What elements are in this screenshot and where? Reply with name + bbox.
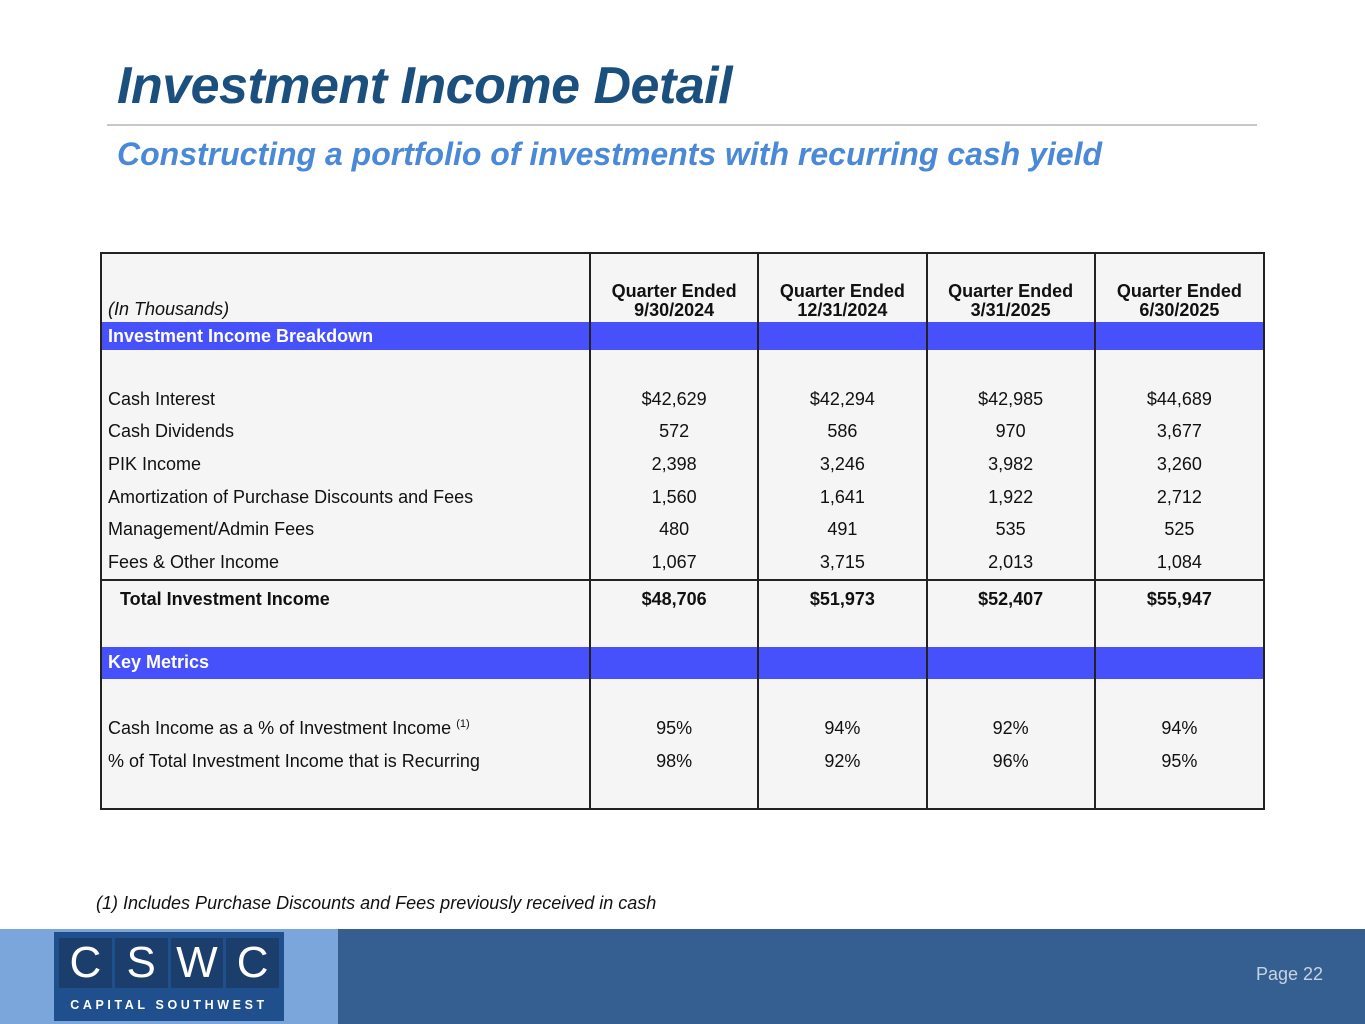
cell-value: 94% <box>758 713 926 746</box>
cell-value: 3,677 <box>1095 416 1263 449</box>
page-title: Investment Income Detail <box>117 57 733 115</box>
row-label: Cash Income as a % of Investment Income $^{(1)}$ <box>108 718 470 739</box>
cell-value: 491 <box>758 513 926 546</box>
cell-value: 96% <box>927 745 1095 778</box>
table-row <box>102 481 1263 514</box>
cell-value: $42,985 <box>927 383 1095 416</box>
cell-value: 1,067 <box>590 546 758 580</box>
footnote: (1) Includes Purchase Discounts and Fees previously received in cash <box>96 893 657 913</box>
cell-value: 1,084 <box>1095 546 1263 580</box>
cell-value: 2,712 <box>1095 481 1263 514</box>
cell-value: 98% <box>590 745 758 778</box>
footnote-ref: (1) <box>456 718 470 731</box>
section-header-income <box>102 322 1263 350</box>
cell-value: 94% <box>1095 713 1263 746</box>
cell-value: 95% <box>1095 745 1263 778</box>
row-label: Cash Interest <box>108 388 216 409</box>
logo-letter: C <box>226 938 279 988</box>
section-header-metrics <box>102 647 1263 679</box>
table-row <box>102 546 1263 580</box>
cell-value: $42,629 <box>590 383 758 416</box>
row-label: Amortization of Purchase Discounts and Fees <box>108 486 474 507</box>
table-row <box>102 383 1263 416</box>
row-label: Cash Dividends <box>108 421 235 442</box>
cell-value: $51,973 <box>758 580 926 619</box>
cell-value: 1,922 <box>927 481 1095 514</box>
column-header: Quarter Ended 12/31/2024 <box>758 254 926 322</box>
footer-bar <box>0 929 1365 1024</box>
table-header-row <box>102 254 1263 322</box>
cell-value: 1,641 <box>758 481 926 514</box>
row-label: Management/Admin Fees <box>108 519 315 540</box>
cell-value: 480 <box>590 513 758 546</box>
cell-value: 535 <box>927 513 1095 546</box>
cell-value: $52,407 <box>927 580 1095 619</box>
logo-letter: C <box>59 938 112 988</box>
table-row <box>102 713 1263 746</box>
cell-value: 970 <box>927 416 1095 449</box>
section-title: Investment Income Breakdown <box>102 322 590 350</box>
cell-value: 2,013 <box>927 546 1095 580</box>
cell-value: 92% <box>758 745 926 778</box>
column-header: Quarter Ended 6/30/2025 <box>1095 254 1263 322</box>
income-table <box>100 252 1265 810</box>
cell-value: $55,947 <box>1095 580 1263 619</box>
title-divider <box>107 124 1257 126</box>
cell-value: 3,260 <box>1095 448 1263 481</box>
total-row <box>102 580 1263 619</box>
logo-letter: W <box>171 938 224 988</box>
column-header: Quarter Ended 9/30/2024 <box>590 254 758 322</box>
row-label: Fees & Other Income <box>108 551 280 572</box>
cell-value: 3,715 <box>758 546 926 580</box>
logo-letter: S <box>115 938 168 988</box>
cell-value: 586 <box>758 416 926 449</box>
table-row <box>102 513 1263 546</box>
unit-label: (In Thousands) <box>108 299 230 319</box>
logo-subtitle: CAPITAL SOUTHWEST <box>70 998 268 1012</box>
cell-value: $48,706 <box>590 580 758 619</box>
cell-value: 1,560 <box>590 481 758 514</box>
row-label: % of Total Investment Income that is Recurring <box>108 750 480 771</box>
table-row <box>102 448 1263 481</box>
table-row <box>102 745 1263 778</box>
page-number: Page 22 <box>1255 964 1323 984</box>
cell-value: $42,294 <box>758 383 926 416</box>
footer-logo-panel <box>0 929 338 1024</box>
row-label: PIK Income <box>108 453 202 474</box>
cell-value: 95% <box>590 713 758 746</box>
section-title: Key Metrics <box>102 647 590 679</box>
row-label: Total Investment Income <box>102 580 590 619</box>
cell-value: 92% <box>927 713 1095 746</box>
cell-value: 3,982 <box>927 448 1095 481</box>
table-row <box>102 416 1263 449</box>
cell-value: $44,689 <box>1095 383 1263 416</box>
cell-value: 525 <box>1095 513 1263 546</box>
cell-value: 2,398 <box>590 448 758 481</box>
company-logo <box>54 932 284 1021</box>
column-header: Quarter Ended 3/31/2025 <box>927 254 1095 322</box>
cell-value: 572 <box>590 416 758 449</box>
page-subtitle: Constructing a portfolio of investments with recurring cash yield <box>117 136 1103 172</box>
cell-value: 3,246 <box>758 448 926 481</box>
